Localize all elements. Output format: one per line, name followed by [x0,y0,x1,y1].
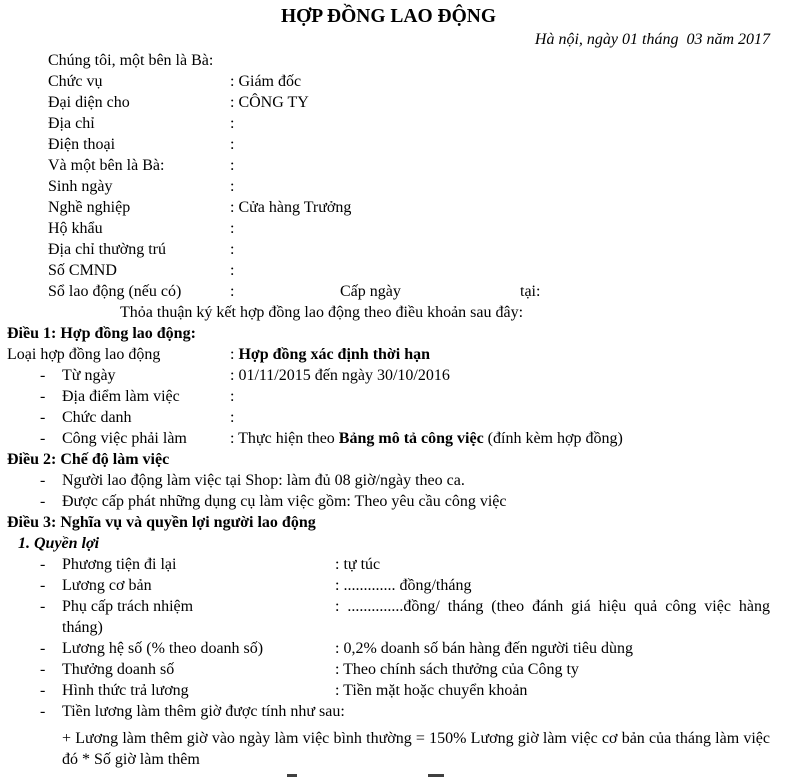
dash-bullet: - [40,661,46,678]
field-label: Chức danh [62,409,132,426]
field-row-dia-chi [48,113,770,134]
dash-bullet: - [40,430,46,447]
dash-bullet: - [40,367,46,384]
benefits-subheading: 1. Quyền lợi [18,535,100,552]
field-value: : [230,157,235,174]
article-3-heading: Điều 3: Nghĩa vụ và quyền lợi người lao động [7,514,316,531]
dash-bullet: - [40,703,46,720]
field-value: : [230,136,235,153]
field-value: : [230,388,235,405]
labor-book-row [48,281,770,302]
field-value-prefix: : Thực hiện theo [230,430,339,447]
benefit-row-luong-he-so [40,638,770,659]
field-label: Thưởng doanh số [62,661,175,678]
dash-bullet: - [40,388,46,405]
benefit-row-phu-cap [40,596,770,638]
field-value: : [230,262,235,279]
field-row-ho-khau [48,218,770,239]
field-label: Từ ngày [62,367,116,384]
overtime-paragraph: + Lương làm thêm giờ vào ngày làm việc bình thường = 150% Lương giờ làm việc cơ bản của tháng làm việc đó * Số giờ làm thêm [62,730,770,768]
dash-bullet: - [40,577,46,594]
field-value: : [230,178,235,195]
bullet-item-chuc-danh [40,407,770,428]
bullet-text: Được cấp phát những dụng cụ làm việc gồm: Theo yêu cầu công việc [62,493,507,510]
field-row-so-cmnd [48,260,770,281]
benefit-row-phuong-tien [40,554,770,575]
field-label: Sổ lao động (nếu có) [48,283,182,300]
field-row-ben-la-ba [48,155,770,176]
cutoff-next-line-mark [287,774,297,777]
issued-date-label: Cấp ngày [340,283,401,300]
field-row-dai-dien-cho [48,92,770,113]
date-line: Hà nội, ngày 01 tháng 03 năm 2017 [534,31,770,48]
bullet-item-tu-ngay [40,365,770,386]
benefit-row-hinh-thuc-tra-luong [40,680,770,701]
field-label: Hộ khẩu [48,220,103,237]
field-value: : [230,241,235,258]
field-label: Điện thoại [48,136,116,153]
field-row-nghe-nghiep [48,197,770,218]
field-label: Địa chỉ [48,115,95,132]
bullet-item-cong-viec [40,428,770,449]
field-colon: : [230,283,235,300]
field-value: : ............. đồng/tháng [335,577,472,594]
field-value-prefix: : [230,346,239,363]
dash-bullet: - [40,556,46,573]
field-label: Công việc phải làm [62,430,187,447]
article-1-heading: Điều 1: Hợp đồng lao động: [7,325,196,342]
field-value: : [230,220,235,237]
field-value: : [230,115,235,132]
field-value: : [230,409,235,426]
bullet-text: Người lao động làm việc tại Shop: làm đủ 08 giờ/ngày theo ca. [62,472,465,489]
bullet-item-overtime-intro [40,701,770,722]
field-label: Sinh ngày [48,178,113,195]
intro-line: Chúng tôi, một bên là Bà: [48,52,214,69]
bullet-text: Tiền lương làm thêm giờ được tính như sau: [62,703,345,720]
field-label: Và một bên là Bà: [48,157,165,174]
field-label: Loại hợp đồng lao động [7,346,161,363]
field-label: Số CMND [48,262,117,279]
dash-bullet: - [40,640,46,657]
field-value: : Tiền mặt hoặc chuyển khoản [335,682,528,699]
field-label: Hình thức trả lương [62,682,189,699]
field-label: Nghề nghiệp [48,199,131,216]
bullet-item-tools [40,491,770,512]
field-value: : ..............đồng/ tháng (theo đánh giá hiệu quả công việc hàng tháng) [62,598,770,636]
bullet-item-dia-diem [40,386,770,407]
bullet-item-work-hours [40,470,770,491]
field-row-dia-chi-thuong-tru [48,239,770,260]
field-label: Lương cơ bản [62,577,152,594]
field-value: : Cửa hàng Trưởng [230,199,352,216]
article-2-heading: Điều 2: Chế độ làm việc [7,451,170,468]
dash-bullet: - [40,493,46,510]
issued-at-label: tại: [520,283,541,300]
field-value: : 0,2% doanh số bán hàng đến người tiêu dùng [335,640,633,657]
field-label: Phụ cấp trách nhiệm [62,598,194,615]
cutoff-next-line-mark [428,774,444,777]
field-value-suffix: (đính kèm hợp đồng) [483,430,623,447]
agreement-line: Thỏa thuận ký kết hợp đồng lao động theo điều khoản sau đây: [120,304,524,321]
benefit-row-thuong-doanh-so [40,659,770,680]
field-value-bold: Hợp đồng xác định thời hạn [238,346,431,363]
field-value: : Theo chính sách thưởng của Công ty [335,661,579,678]
field-value: : 01/11/2015 đến ngày 30/10/2016 [230,367,450,384]
field-row-dien-thoai [48,134,770,155]
field-label: Lương hệ số (% theo doanh số) [62,640,264,657]
dash-bullet: - [40,682,46,699]
field-label: Địa chỉ thường trú [48,241,166,258]
field-label: Chức vụ [48,73,103,90]
field-label: Phương tiện đi lại [62,556,177,573]
field-label: Địa điểm làm việc [62,388,180,405]
field-value-bold: Bảng mô tả công việc [338,430,484,447]
field-value: : tự túc [335,556,381,573]
dash-bullet: - [40,472,46,489]
field-value: : Giám đốc [230,73,302,90]
field-row-chuc-vu [48,71,770,92]
benefit-row-luong-co-ban [40,575,770,596]
contract-title: HỢP ĐỒNG LAO ĐỘNG [280,6,497,27]
field-label: Đại diện cho [48,94,130,111]
field-value: : CÔNG TY [230,94,309,111]
dash-bullet: - [40,409,46,426]
dash-bullet: - [40,598,46,615]
field-row-sinh-ngay [48,176,770,197]
contract-type-row [7,344,770,365]
